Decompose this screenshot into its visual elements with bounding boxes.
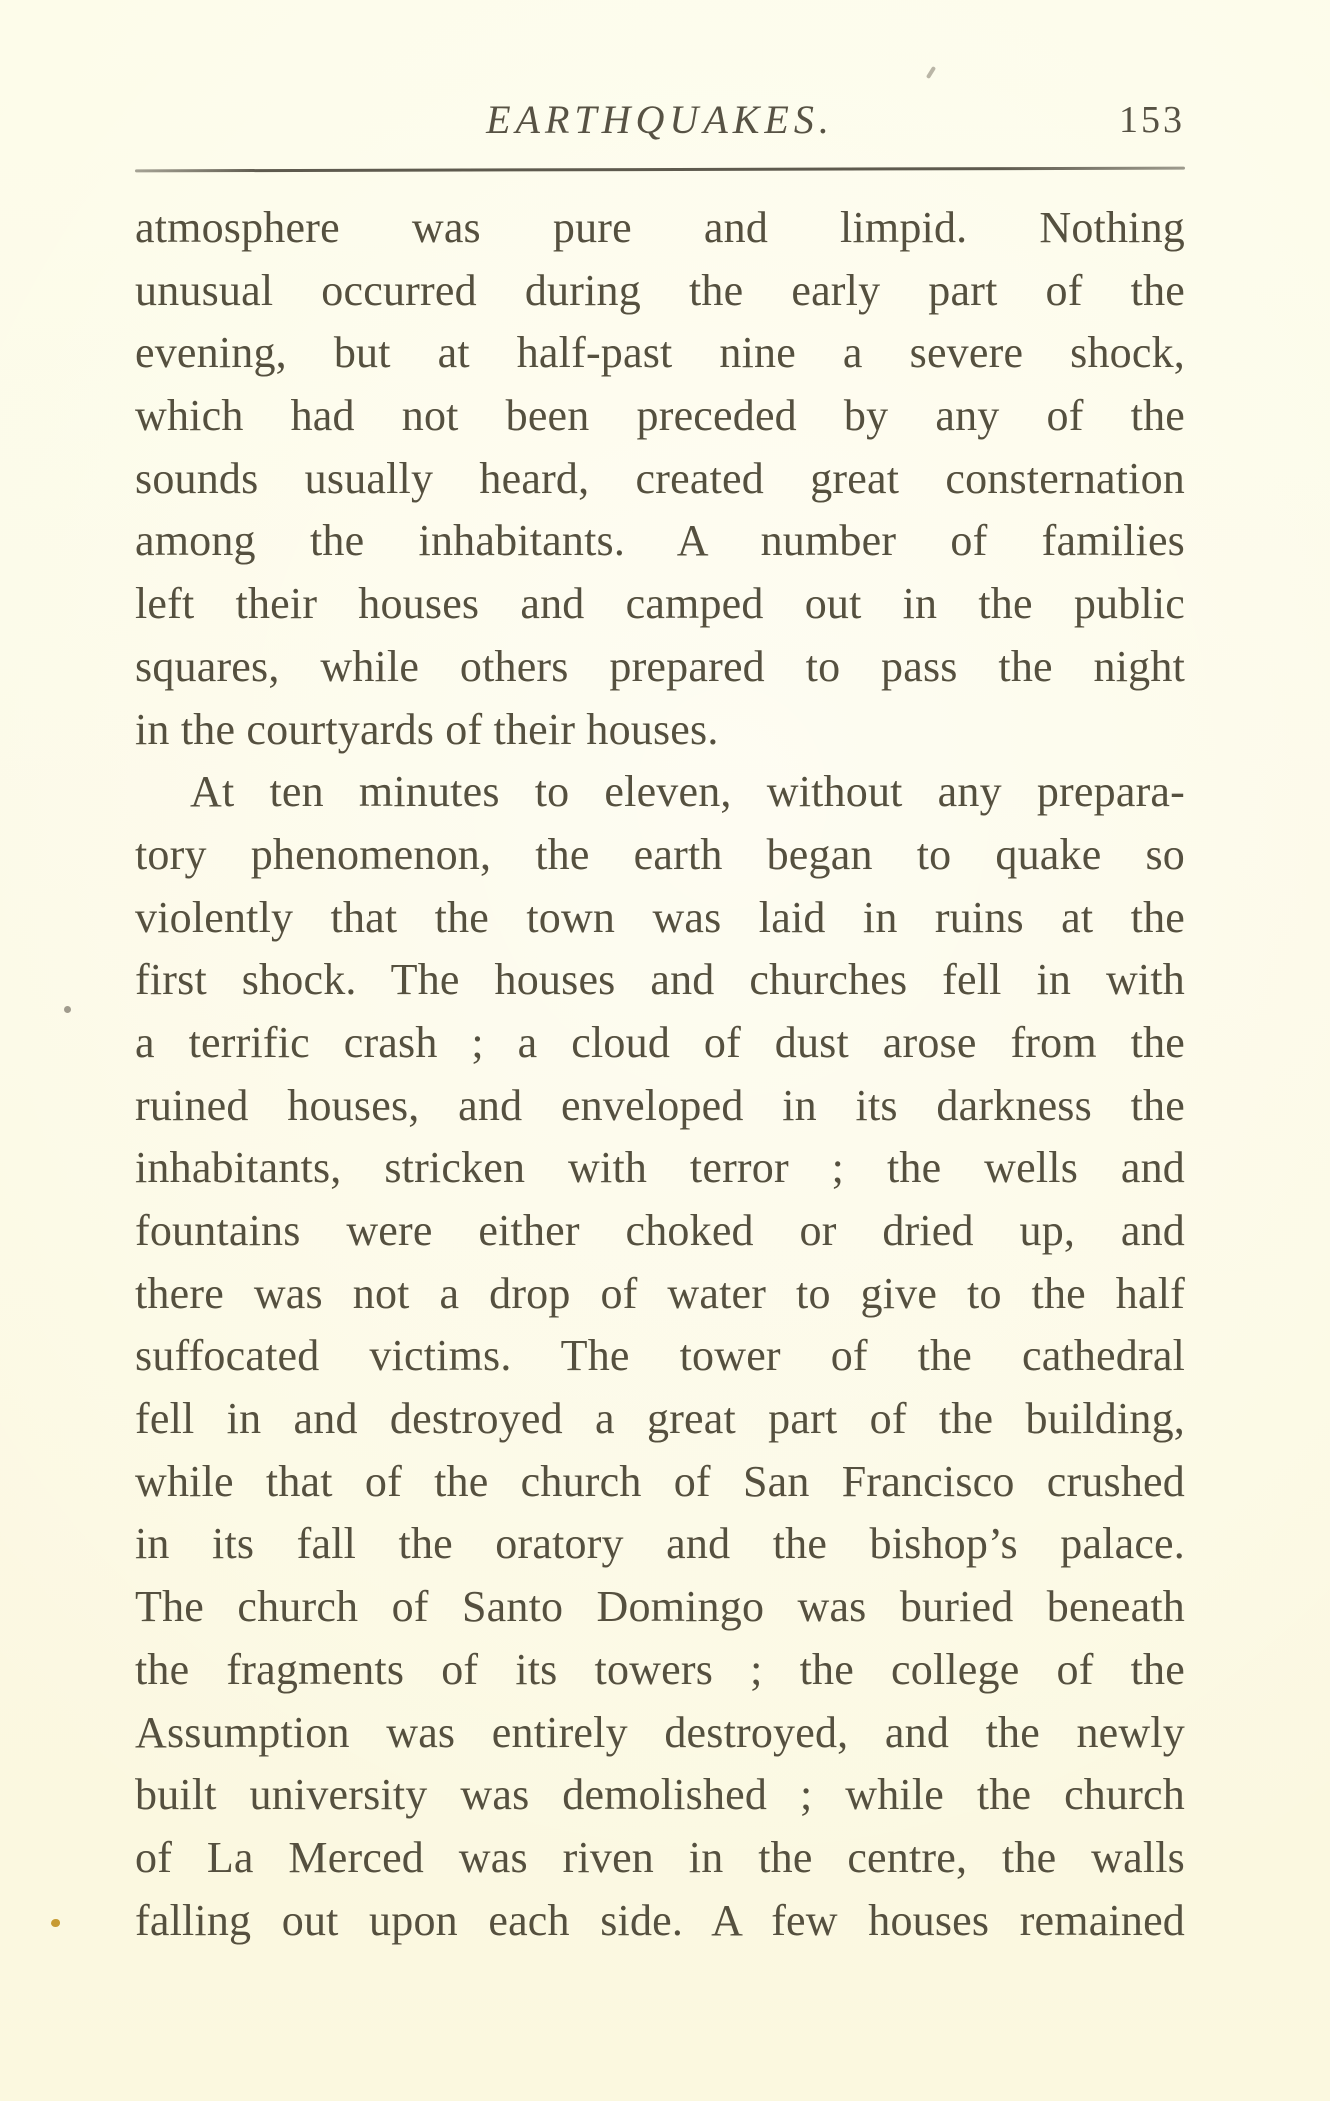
text-line: At ten minutes to eleven, without any prepara- <box>190 767 1185 817</box>
text-line: in its fall the oratory and the bishop’s palace. <box>135 1519 1185 1569</box>
text-line: sounds usually heard, created great consternation <box>135 453 1185 503</box>
text-line: suffocated victims. The tower of the cathedral <box>135 1331 1185 1381</box>
running-header <box>135 96 1185 144</box>
text-line: the fragments of its towers ; the college of the <box>135 1644 1185 1694</box>
page-number: 153 <box>1119 99 1185 141</box>
text-line: ruined houses, and enveloped in its darkness the <box>135 1080 1185 1130</box>
scan-speck-gold <box>51 1919 60 1927</box>
text-line: there was not a drop of water to give to the half <box>135 1268 1185 1318</box>
text-line: first shock. The houses and churches fell in with <box>135 955 1185 1005</box>
text-line: which had not been preceded by any of the <box>135 391 1185 441</box>
text-line: left their houses and camped out in the public <box>135 579 1185 629</box>
header-rule <box>135 167 1185 173</box>
scan-speck-gray <box>64 1006 71 1013</box>
text-line: squares, while others prepared to pass the night <box>135 641 1185 691</box>
body-text <box>135 197 1185 1952</box>
text-line: The church of Santo Domingo was buried beneath <box>135 1582 1185 1632</box>
text-line: Assumption was entirely destroyed, and the newly <box>135 1707 1185 1757</box>
page-title: EARTHQUAKES. <box>486 97 834 142</box>
scan-speck-tick <box>926 66 936 79</box>
text-line: inhabitants, stricken with terror ; the wells and <box>135 1143 1185 1193</box>
text-line: of La Merced was riven in the centre, the walls <box>135 1832 1185 1882</box>
text-line: unusual occurred during the early part of the <box>135 265 1185 315</box>
text-line: fountains were either choked or dried up, and <box>135 1206 1185 1255</box>
text-line: atmosphere was pure and limpid. Nothing <box>135 203 1185 252</box>
text-line: a terrific crash ; a cloud of dust arose from the <box>135 1017 1185 1067</box>
text-line: evening, but at half-past nine a severe shock, <box>135 328 1185 378</box>
text-line: among the inhabitants. A number of families <box>135 516 1185 566</box>
text-line: fell in and destroyed a great part of the building, <box>135 1394 1185 1444</box>
text-line: falling out upon each side. A few houses remained <box>135 1895 1185 1945</box>
text-line: in the courtyards of their houses. <box>135 704 719 754</box>
text-line: built university was demolished ; while the church <box>135 1770 1185 1820</box>
text-line: violently that the town was laid in ruins at the <box>135 892 1185 942</box>
text-line: tory phenomenon, the earth began to quake so <box>135 829 1185 879</box>
text-line: while that of the church of San Francisco crushed <box>135 1456 1185 1506</box>
